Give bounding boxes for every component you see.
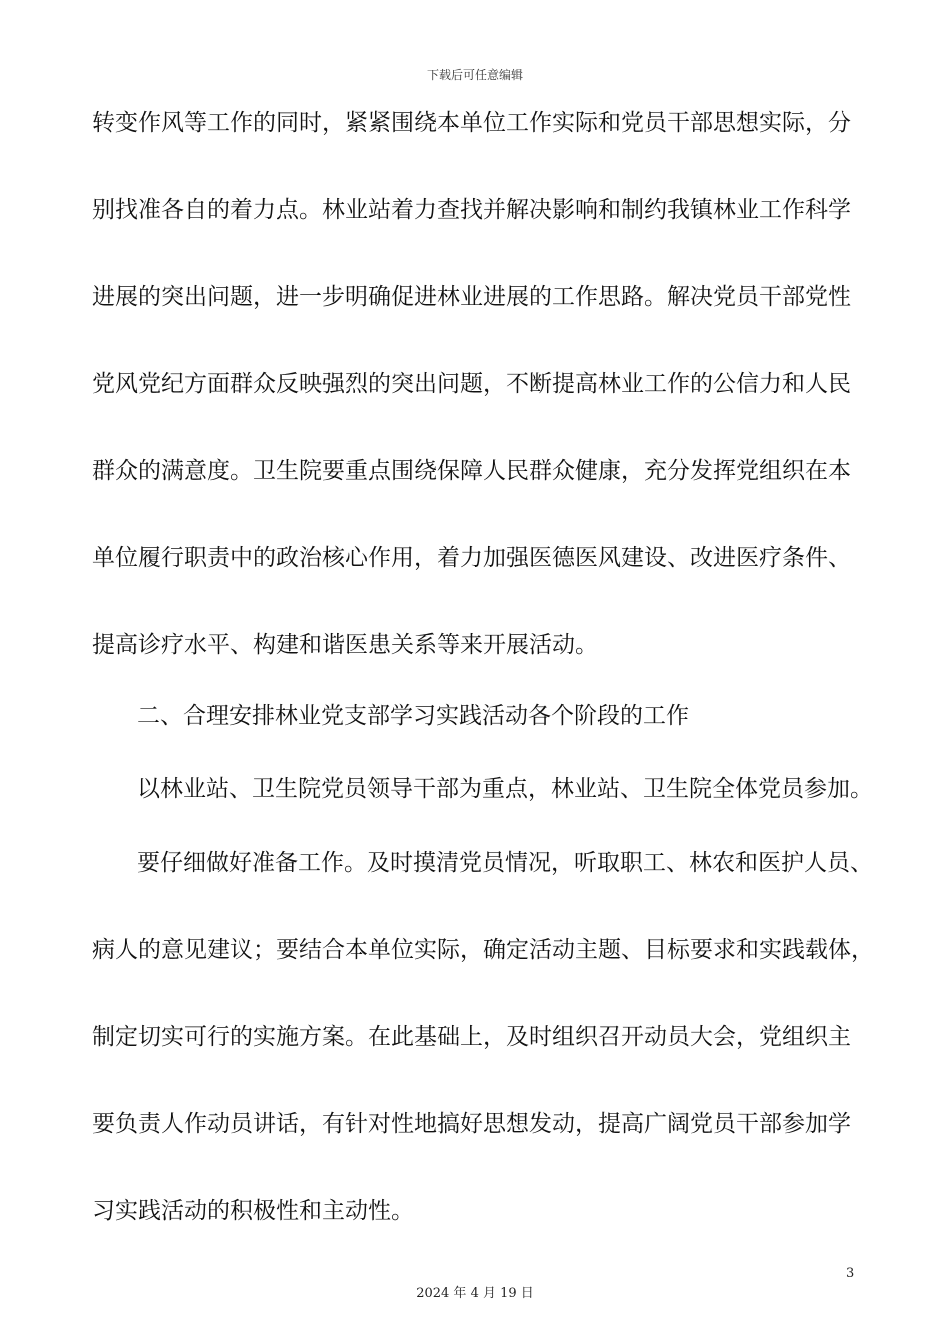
body-line: 转变作风等工作的同时，紧紧围绕本单位工作实际和党员干部思想实际，分 <box>92 110 851 136</box>
body-line: 病人的意见建议；要结合本单位实际，确定活动主题、目标要求和实践载体， <box>92 937 874 963</box>
body-line: 要负责人作动员讲话，有针对性地搞好思想发动，提高广阔党员干部参加学 <box>92 1111 851 1137</box>
body-line: 提高诊疗水平、构建和谐医患关系等来开展活动。 <box>92 632 598 658</box>
body-line: 习实践活动的积极性和主动性。 <box>92 1198 414 1224</box>
body-line: 制定切实可行的实施方案。在此基础上，及时组织召开动员大会，党组织主 <box>92 1024 851 1050</box>
body-line: 别找准各自的着力点。林业站着力查找并解决影响和制约我镇林业工作科学 <box>92 197 851 223</box>
body-line: 党风党纪方面群众反映强烈的突出问题，不断提高林业工作的公信力和人民 <box>92 371 851 397</box>
page-number: 3 <box>846 1266 855 1281</box>
body-line: 进展的突出问题，进一步明确促进林业进展的工作思路。解决党员干部党性 <box>92 284 851 310</box>
body-line: 以林业站、卫生院党员领导干部为重点，林业站、卫生院全体党员参加。 <box>137 776 873 802</box>
body-line: 单位履行职责中的政治核心作用，着力加强医德医风建设、改进医疗条件、 <box>92 545 851 571</box>
footer-date: 2024 年 4 月 19 日 <box>416 1286 534 1301</box>
body-line: 要仔细做好准备工作。及时摸清党员情况，听取职工、林农和医护人员、 <box>137 850 873 876</box>
section-heading: 二、合理安排林业党支部学习实践活动各个阶段的工作 <box>137 703 689 729</box>
body-line: 群众的满意度。卫生院要重点围绕保障人民群众健康，充分发挥党组织在本 <box>92 458 851 484</box>
page-header: 下载后可任意编辑 <box>426 68 523 82</box>
